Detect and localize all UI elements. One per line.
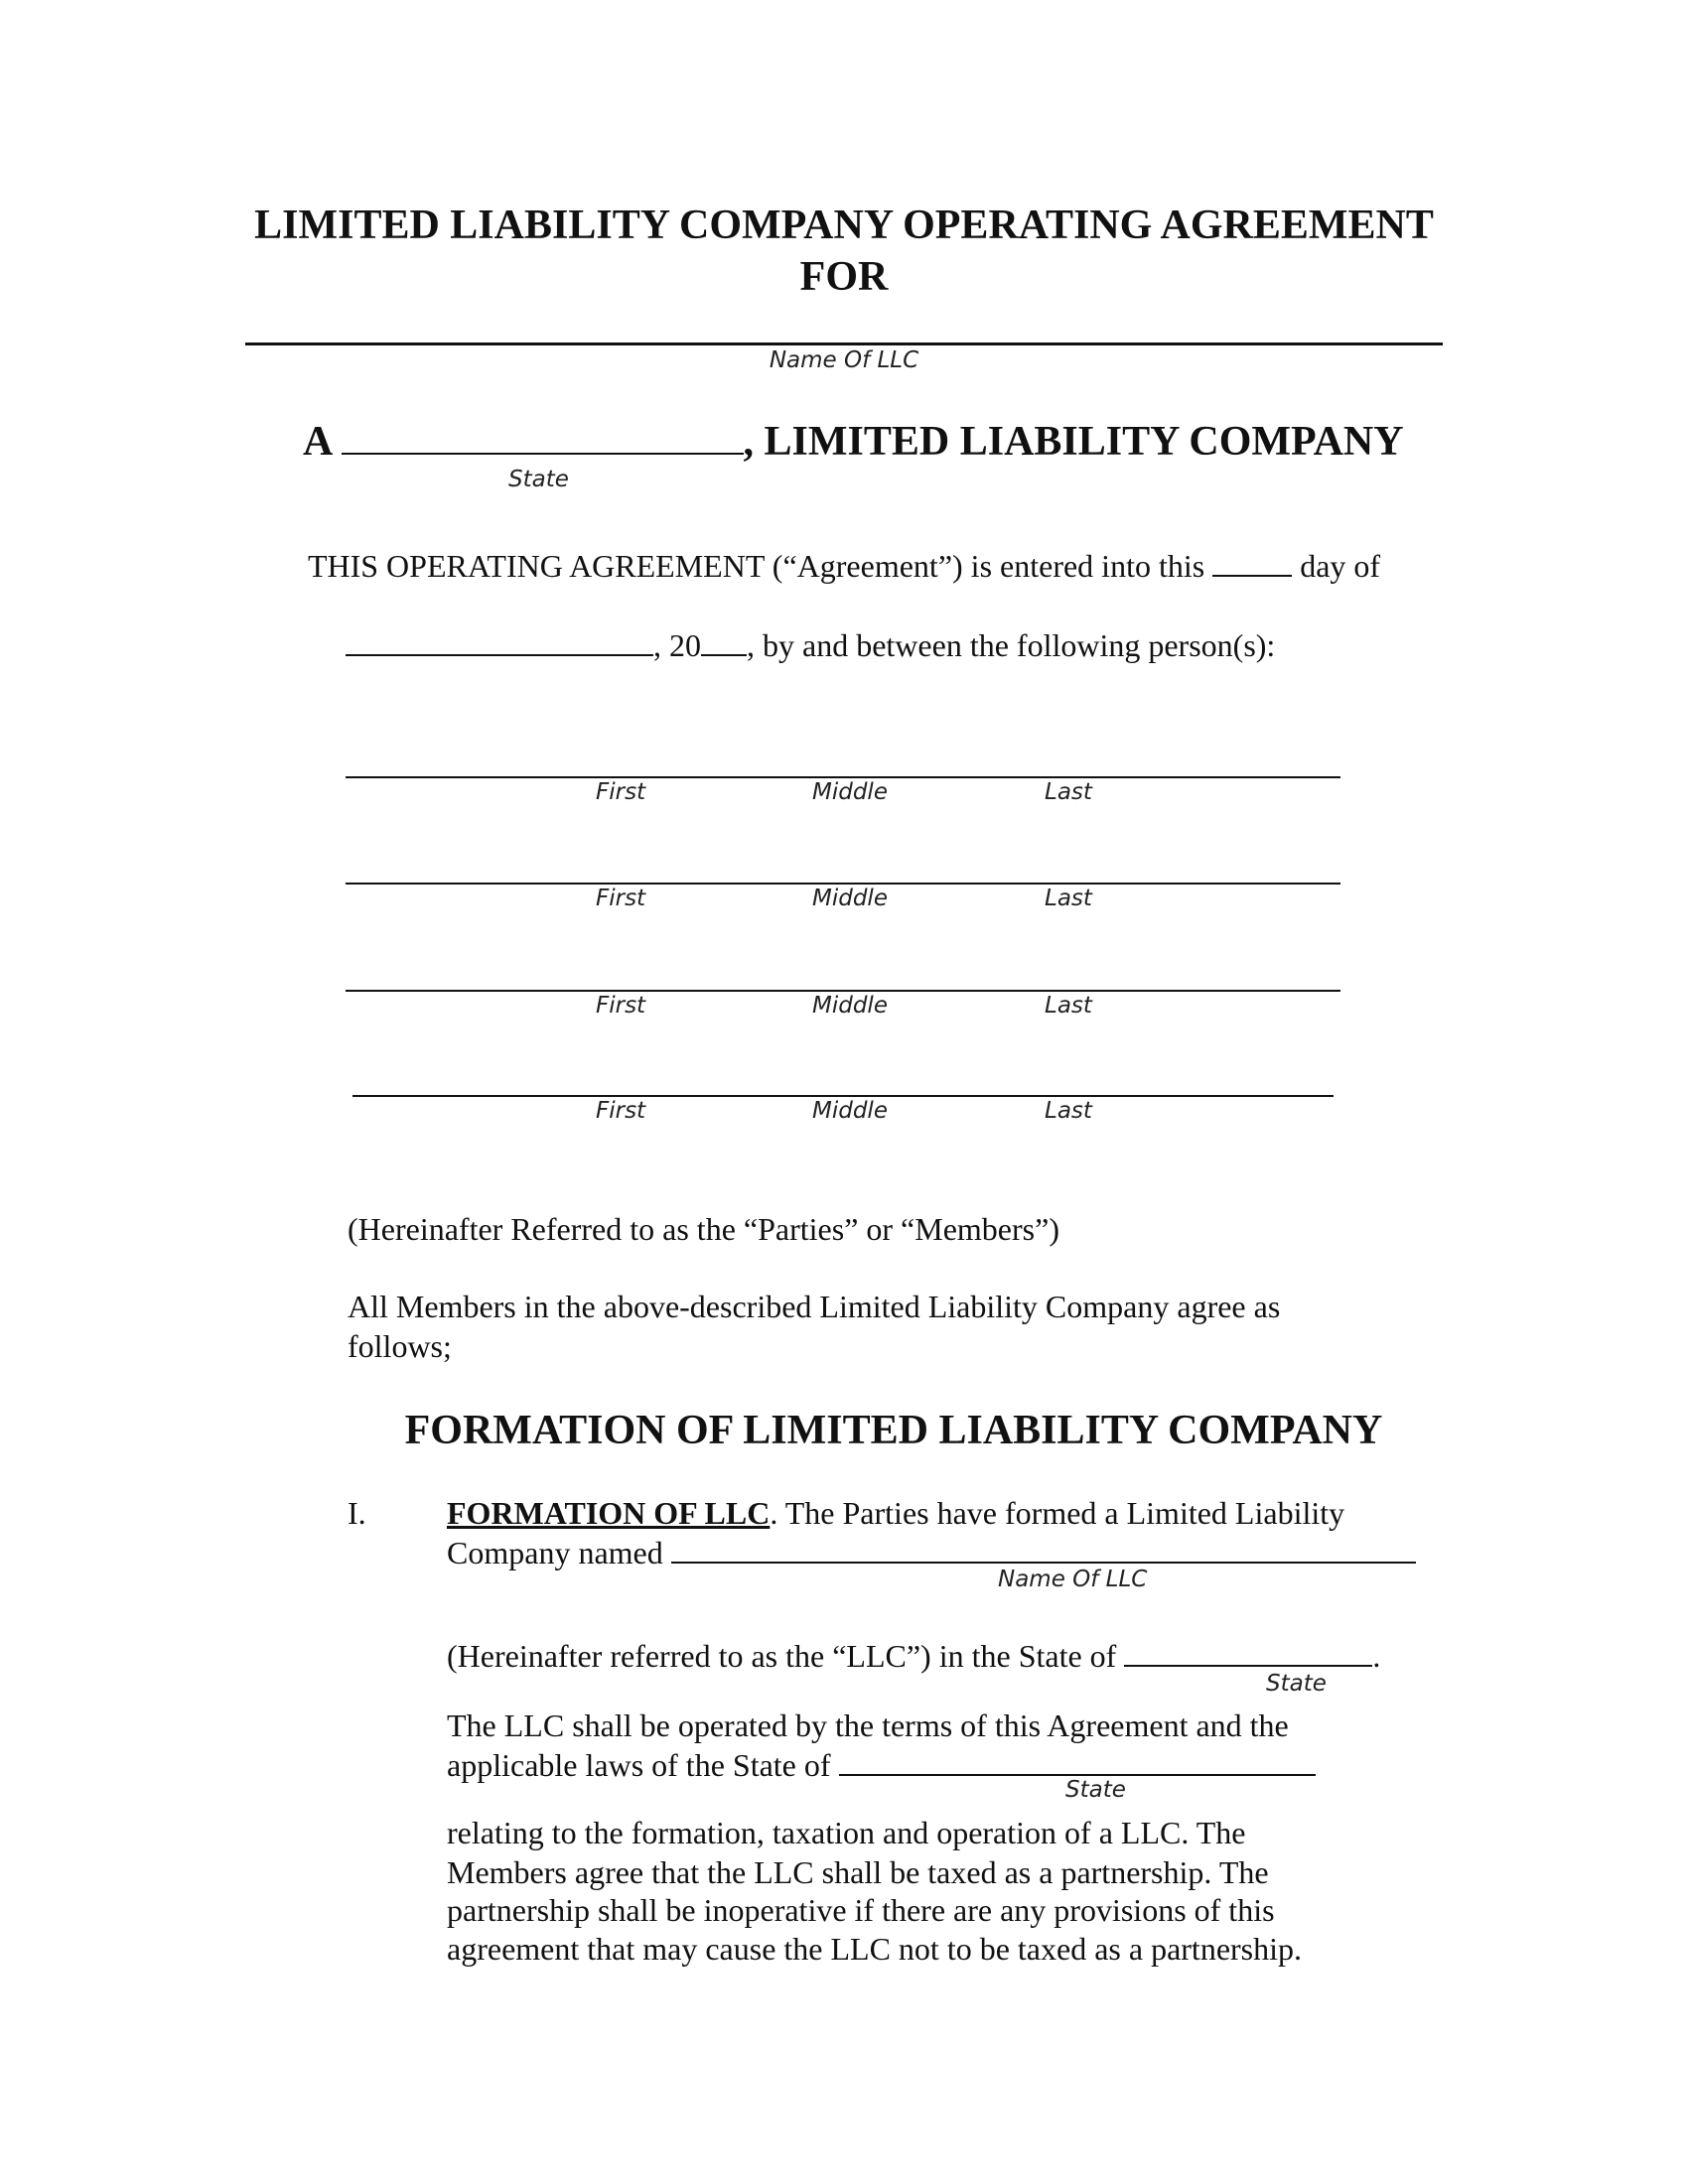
intro-text-2: day of bbox=[1300, 548, 1381, 584]
state-caption-2: State bbox=[1065, 1777, 1126, 1803]
article-line8: partnership shall be inoperative if there are any provisions of this bbox=[447, 1892, 1275, 1928]
last-caption: Last bbox=[1045, 886, 1092, 911]
person-line-3[interactable] bbox=[346, 990, 1340, 992]
state-caption-1: State bbox=[1266, 1671, 1327, 1697]
intro-line2 bbox=[346, 625, 1275, 665]
article-text-2: Company named bbox=[447, 1535, 663, 1570]
article-line4: The LLC shall be operated by the terms of this Agreement and the bbox=[447, 1707, 1289, 1743]
day-blank[interactable] bbox=[1212, 549, 1292, 577]
article-number: I. bbox=[348, 1495, 366, 1531]
article-heading: FORMATION OF LLC bbox=[447, 1495, 771, 1531]
person-line-1[interactable] bbox=[346, 776, 1340, 778]
state-of-blank-2[interactable] bbox=[839, 1748, 1316, 1776]
article-text-3: (Hereinafter referred to as the “LLC”) in the State of bbox=[447, 1638, 1117, 1674]
document-title: LIMITED LIABILITY COMPANY OPERATING AGREEMENT bbox=[254, 203, 1434, 248]
article-line9: agreement that may cause the LLC not to be taxed as a partnership. bbox=[447, 1931, 1303, 1967]
hereinafter-parties: (Hereinafter Referred to as the “Parties” or “Members”) bbox=[348, 1211, 1059, 1247]
month-blank[interactable] bbox=[346, 628, 653, 656]
article-line2 bbox=[447, 1533, 1416, 1572]
middle-caption: Middle bbox=[812, 993, 888, 1019]
last-caption: Last bbox=[1045, 993, 1092, 1019]
intro-text-1: THIS OPERATING AGREEMENT (“Agreement”) is entered into this bbox=[307, 548, 1205, 584]
state-line bbox=[303, 415, 1404, 469]
last-caption: Last bbox=[1045, 1098, 1092, 1124]
article-line1 bbox=[447, 1493, 1344, 1533]
intro-text-4: , by and between the following person(s): bbox=[747, 627, 1276, 663]
middle-caption: Middle bbox=[812, 886, 888, 911]
article-line3 bbox=[447, 1636, 1380, 1676]
last-caption: Last bbox=[1045, 779, 1092, 805]
article-text-5: applicable laws of the State of bbox=[447, 1747, 831, 1783]
llc-name-caption: Name Of LLC bbox=[769, 347, 919, 373]
state-blank[interactable] bbox=[342, 417, 744, 455]
company-name-blank[interactable] bbox=[671, 1536, 1416, 1564]
article-line5 bbox=[447, 1745, 1316, 1785]
first-caption: First bbox=[596, 886, 646, 911]
article-line6: relating to the formation, taxation and operation of a LLC. The bbox=[447, 1815, 1246, 1850]
document-title-for: FOR bbox=[799, 254, 889, 300]
first-caption: First bbox=[596, 993, 646, 1019]
person-line-4[interactable] bbox=[352, 1095, 1334, 1097]
article-text-1: . The Parties have formed a Limited Liability bbox=[770, 1495, 1345, 1531]
middle-caption: Middle bbox=[812, 779, 888, 805]
company-name-caption: Name Of LLC bbox=[998, 1567, 1148, 1592]
person-line-2[interactable] bbox=[346, 883, 1340, 885]
state-line-suffix: , LIMITED LIABILITY COMPANY bbox=[743, 419, 1404, 465]
intro-text-3: , 20 bbox=[653, 627, 701, 663]
state-caption: State bbox=[508, 467, 569, 492]
first-caption: First bbox=[596, 779, 646, 805]
article-text-3-end: . bbox=[1372, 1638, 1381, 1674]
state-of-blank-1[interactable] bbox=[1124, 1639, 1372, 1667]
all-members-paragraph: All Members in the above-described Limited Liability Company agree as follows; bbox=[348, 1289, 1281, 1364]
middle-caption: Middle bbox=[812, 1098, 888, 1124]
first-caption: First bbox=[596, 1098, 646, 1124]
llc-name-line[interactable] bbox=[245, 342, 1443, 345]
year-blank[interactable] bbox=[701, 628, 747, 656]
intro-line1 bbox=[0, 546, 1688, 586]
section-heading: FORMATION OF LIMITED LIABILITY COMPANY bbox=[404, 1408, 1383, 1453]
state-line-prefix: A bbox=[303, 419, 332, 465]
article-line7: Members agree that the LLC shall be taxed as a partnership. The bbox=[447, 1854, 1269, 1890]
